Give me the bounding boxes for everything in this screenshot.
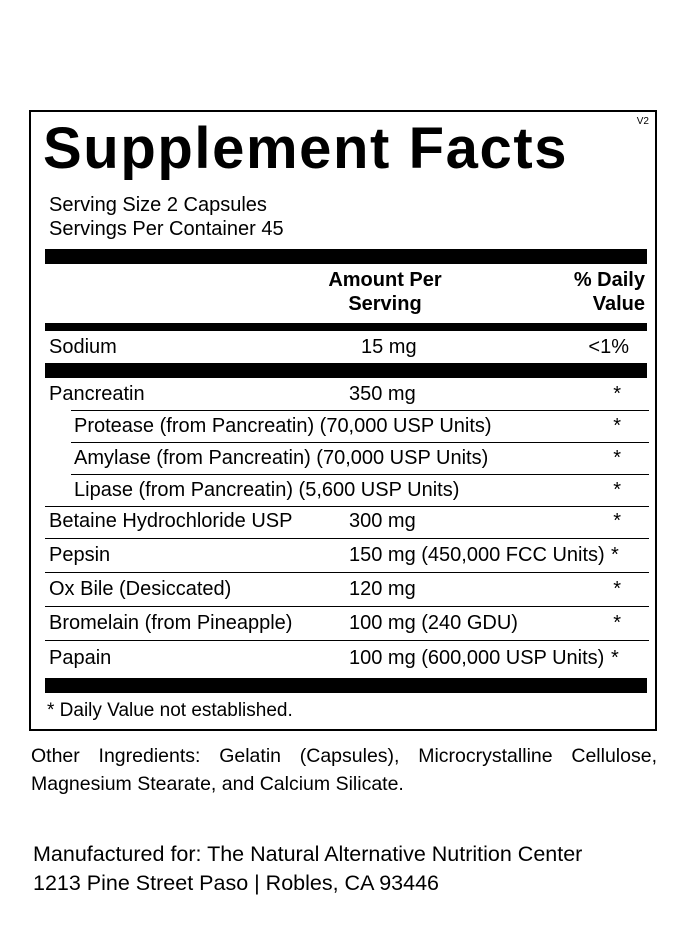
amount-header-line1: Amount Per	[328, 269, 442, 291]
ingredient-row	[31, 509, 655, 533]
ingredient-name: Protease (from Pancreatin) (70,000 USP Units)	[74, 415, 492, 437]
row-divider	[71, 442, 649, 443]
daily-value-header	[574, 268, 645, 316]
ingredient-row	[31, 382, 655, 406]
ingredient-dv: *	[613, 510, 621, 532]
dv-header-line1: % Daily	[573, 269, 645, 291]
version-tag: V2	[636, 116, 649, 127]
manufacturer-info	[33, 840, 582, 898]
ingredient-name: Betaine Hydrochloride USP	[49, 510, 293, 532]
panel-title: Supplement Facts	[43, 116, 569, 181]
other-ingredients: Other Ingredients: Gelatin (Capsules), Microcrystalline Cellulose, Magnesium Stearate, and Calcium Silicate.	[31, 745, 657, 795]
ingredient-amount: 120 mg	[349, 578, 416, 600]
ingredient-name: Bromelain (from Pineapple)	[49, 612, 293, 634]
ingredient-dv: *	[613, 383, 621, 405]
nutrient-amount: 15 mg	[361, 336, 417, 358]
ingredient-row	[31, 543, 655, 567]
row-divider	[45, 640, 649, 641]
ingredient-dv: *	[613, 612, 621, 634]
ingredient-row	[31, 611, 655, 635]
row-divider	[45, 572, 649, 573]
ingredient-dv: *	[611, 544, 619, 566]
ingredient-amount: 100 mg (600,000 USP Units)	[349, 647, 605, 669]
ingredient-name: Lipase (from Pancreatin) (5,600 USP Units)	[74, 479, 460, 501]
nutrient-row-sodium	[31, 335, 655, 359]
ingredient-dv: *	[613, 479, 621, 501]
dv-header-line2: Value	[592, 293, 645, 315]
row-divider	[45, 606, 649, 607]
daily-value-footnote: * Daily Value not established.	[47, 700, 293, 721]
ingredient-dv: *	[613, 447, 621, 469]
ingredient-name: Ox Bile (Desiccated)	[49, 578, 232, 600]
ingredient-row	[31, 414, 655, 438]
ingredient-amount: 150 mg (450,000 FCC Units)	[349, 544, 605, 566]
supplement-facts-panel	[29, 110, 657, 731]
manufacturer-address: 1213 Pine Street Paso | Robles, CA 93446	[33, 871, 439, 895]
medium-divider	[45, 323, 647, 331]
ingredient-row	[31, 478, 655, 502]
amount-header-line2: Serving	[348, 293, 422, 315]
ingredient-dv: *	[613, 578, 621, 600]
ingredient-row	[31, 446, 655, 470]
row-divider	[71, 474, 649, 475]
ingredient-row	[31, 646, 655, 670]
ingredient-name: Papain	[49, 647, 112, 669]
nutrient-name: Sodium	[49, 336, 117, 358]
thick-divider-bottom	[45, 678, 647, 693]
ingredient-name: Pepsin	[49, 544, 111, 566]
ingredient-name: Amylase (from Pancreatin) (70,000 USP Units)	[74, 447, 489, 469]
servings-per-container: Servings Per Container 45	[49, 218, 284, 240]
ingredient-dv: *	[611, 647, 619, 669]
nutrient-dv: <1%	[588, 336, 629, 358]
amount-per-serving-header	[285, 268, 485, 316]
thick-divider-middle	[45, 363, 647, 378]
ingredient-amount: 350 mg	[349, 383, 416, 405]
serving-size: Serving Size 2 Capsules	[49, 194, 267, 216]
thick-divider-top	[45, 249, 647, 264]
manufacturer-line1: Manufactured for: The Natural Alternative Nutrition Center	[33, 842, 583, 866]
row-divider	[45, 538, 649, 539]
ingredient-amount: 100 mg (240 GDU)	[349, 612, 518, 634]
ingredient-dv: *	[613, 415, 621, 437]
ingredient-row	[31, 577, 655, 601]
ingredient-amount: 300 mg	[349, 510, 416, 532]
row-divider	[71, 410, 649, 411]
ingredient-name: Pancreatin	[49, 383, 145, 405]
row-divider	[45, 506, 649, 507]
